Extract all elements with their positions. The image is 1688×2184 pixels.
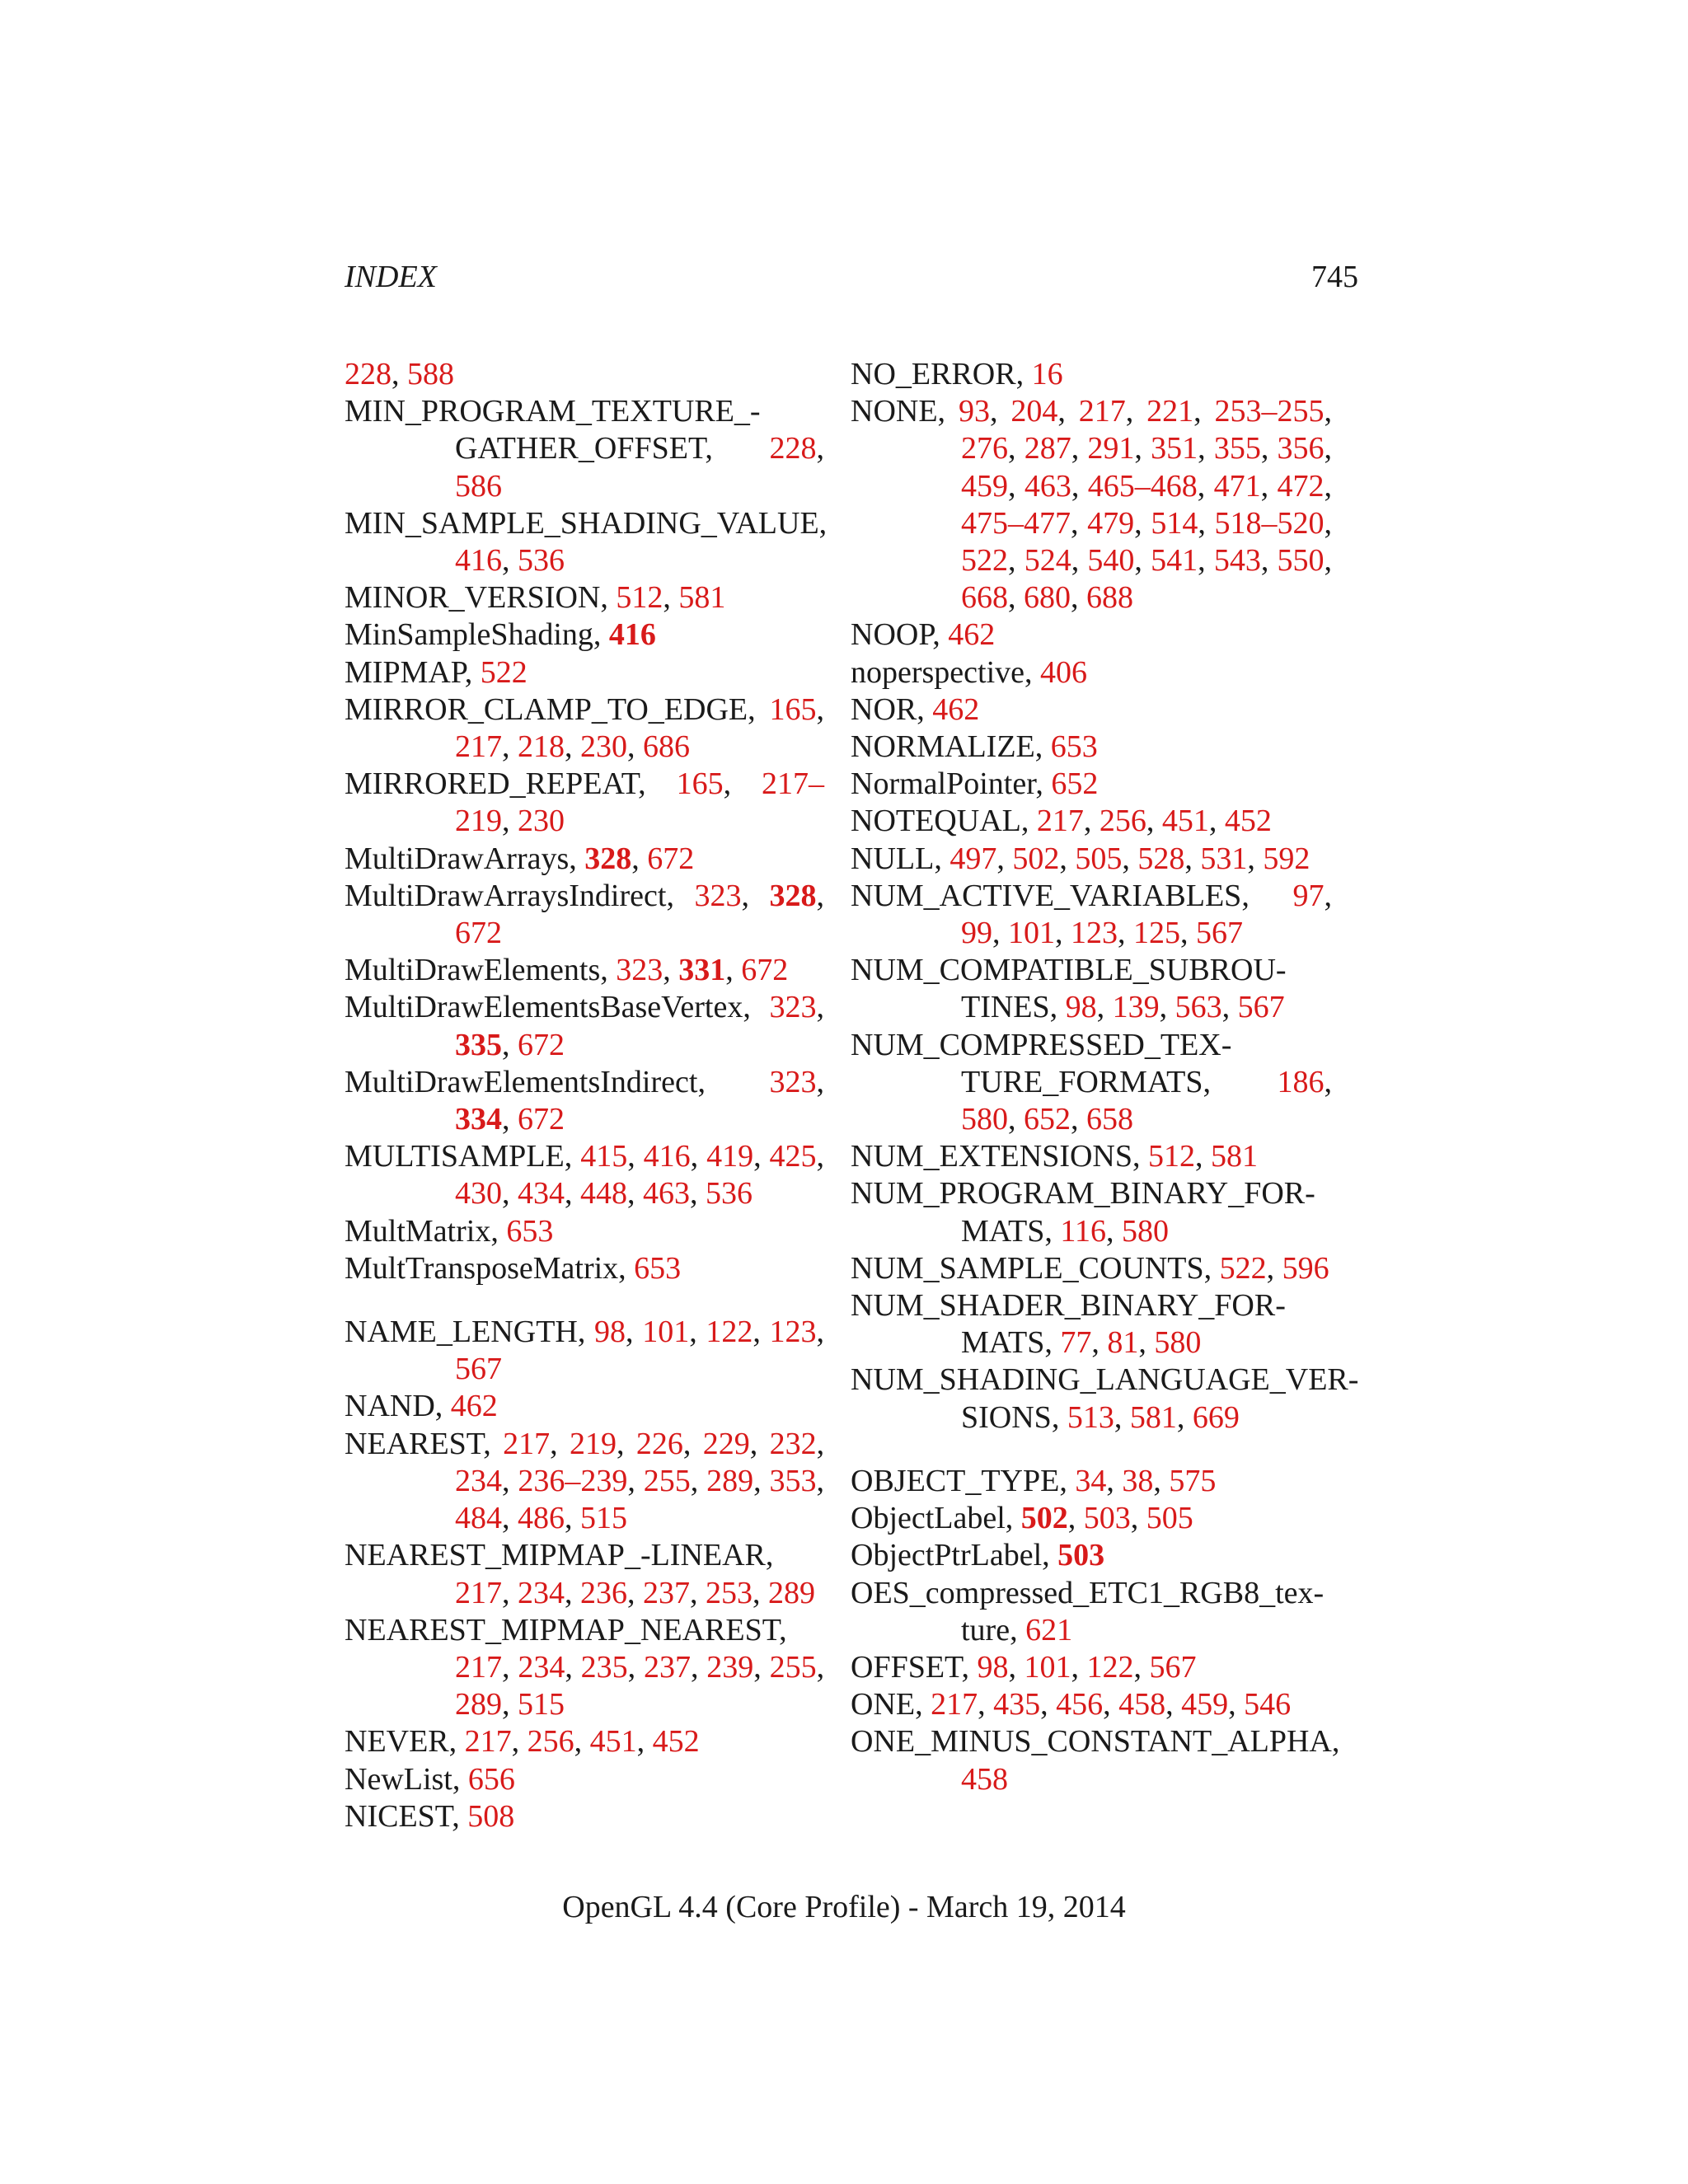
index-entry: MultiDrawArraysIndirect, 323, 328, 672 — [345, 878, 824, 951]
index-entry: ONE_MINUS_CONSTANT_ALPHA, 458 — [851, 1724, 1340, 1797]
page-link[interactable]: 328 — [769, 878, 817, 913]
index-entry: MIRRORED_REPEAT, 165, 217–219, 230 — [345, 766, 825, 839]
page-link[interactable]: 452 — [1224, 804, 1272, 839]
page-link[interactable]: 334 — [455, 1102, 502, 1137]
page-link[interactable]: 472 — [1277, 468, 1325, 504]
page-link[interactable]: 228 — [769, 431, 817, 466]
index-entry: NormalPointer, 652 — [851, 766, 1099, 802]
index-term: noperspective — [851, 654, 1025, 690]
page-link[interactable]: 416 — [455, 543, 502, 579]
page-link[interactable]: 232 — [769, 1426, 817, 1461]
index-term: ObjectPtrLabel — [851, 1538, 1043, 1573]
page-link[interactable]: 287 — [1024, 431, 1071, 466]
page-link[interactable]: 125 — [1133, 916, 1180, 951]
index-entry: MultiDrawElementsIndirect, 323, 334, 672 — [345, 1064, 824, 1137]
index-term: MIRROR_CLAMP_TO_EDGE — [345, 691, 748, 727]
page-link[interactable]: 592 — [1263, 841, 1311, 876]
page-link[interactable]: 165 — [676, 766, 724, 802]
index-entry: NOTEQUAL, 217, 256, 451, 452 — [851, 804, 1272, 839]
page-link[interactable]: 226 — [635, 1426, 683, 1461]
index-entry: NUM_SAMPLE_COUNTS, 522, 596 — [851, 1250, 1329, 1286]
page-link[interactable]: 505 — [1075, 841, 1123, 876]
page-link[interactable]: 456 — [1056, 1687, 1104, 1722]
page-link[interactable]: 331 — [678, 953, 726, 988]
index-entry: MINOR_VERSION, 512, 581 — [345, 580, 726, 616]
page-link[interactable]: 435 — [993, 1687, 1041, 1722]
page-link[interactable]: 236–239 — [518, 1463, 628, 1498]
page-link[interactable]: 419 — [706, 1139, 754, 1174]
index-term: MULTISAMPLE — [345, 1139, 565, 1174]
index-term: NUM_SAMPLE_COUNTS — [851, 1250, 1204, 1286]
page-link[interactable]: 563 — [1175, 990, 1222, 1025]
index-entry: NUM_PROGRAM_BINARY_FOR-MATS, 116, 580 — [851, 1176, 1315, 1249]
page-link[interactable]: 653 — [506, 1213, 554, 1249]
page-link[interactable]: 81 — [1107, 1325, 1139, 1361]
page-link[interactable]: 237 — [643, 1649, 691, 1685]
index-entry: NUM_COMPATIBLE_SUBROU-TINES, 98, 139, 563, 567 — [851, 953, 1287, 1025]
page-link[interactable]: 430 — [455, 1176, 502, 1212]
index-term: NUM_PROGRAM_BINARY_FOR-MATS — [851, 1176, 1315, 1249]
page-link[interactable]: 479 — [1087, 505, 1135, 541]
index-term: NOOP — [851, 617, 933, 653]
page-link[interactable]: 458 — [1118, 1687, 1166, 1722]
index-entry: MultiDrawElements, 323, 331, 672 — [345, 953, 789, 988]
page-link[interactable]: 652 — [1051, 766, 1099, 802]
page-link[interactable]: 236 — [580, 1575, 627, 1610]
page-link[interactable]: 139 — [1112, 990, 1160, 1025]
page-link[interactable]: 688 — [1086, 580, 1133, 616]
index-entry: NAME_LENGTH, 98, 101, 122, 123, 567 — [345, 1315, 825, 1387]
page-link[interactable]: 204 — [1010, 394, 1058, 429]
page-link[interactable]: 524 — [1024, 543, 1071, 579]
page-link[interactable]: 253–255 — [1214, 394, 1325, 429]
page-link[interactable]: 218 — [518, 729, 565, 765]
page-link[interactable]: 217 — [1036, 804, 1084, 839]
index-term: NONE — [851, 394, 938, 429]
page-link[interactable]: 230 — [580, 729, 627, 765]
page-link[interactable]: 497 — [950, 841, 997, 876]
page-link[interactable]: 335 — [455, 1027, 502, 1062]
page-link[interactable]: 217 — [931, 1687, 978, 1722]
page-link[interactable]: 580 — [1121, 1213, 1169, 1249]
index-entry: NUM_SHADER_BINARY_FOR-MATS, 77, 81, 580 — [851, 1288, 1286, 1361]
index-entry: MultMatrix, 653 — [345, 1213, 554, 1249]
index-term: OES_compressed_ETC1_RGB8_tex-ture — [851, 1575, 1325, 1647]
page-link[interactable]: 448 — [580, 1176, 627, 1212]
index-entry: 228, 588 — [345, 357, 454, 391]
index-term: NEVER — [345, 1724, 449, 1760]
index-entry: NORMALIZE, 653 — [851, 729, 1098, 765]
page-link[interactable]: 97 — [1292, 878, 1325, 913]
page-link[interactable]: 567 — [1149, 1649, 1197, 1685]
page-link[interactable]: 34 — [1075, 1463, 1107, 1498]
index-term: OFFSET — [851, 1649, 962, 1685]
page-link[interactable]: 668 — [961, 580, 1008, 616]
index-term: ONE_MINUS_CONSTANT_ALPHA — [851, 1724, 1332, 1760]
page-link[interactable]: 217 — [464, 1724, 512, 1760]
page-link[interactable]: 503 — [1083, 1501, 1131, 1536]
index-entry: NO_ERROR, 16 — [851, 357, 1063, 391]
page-link[interactable]: 122 — [1086, 1649, 1134, 1685]
index-term: NOR — [851, 691, 917, 727]
index-term: NewList — [345, 1761, 452, 1797]
page-link[interactable]: 550 — [1277, 543, 1325, 579]
page-link[interactable]: 536 — [518, 543, 565, 579]
running-header-section: INDEX — [345, 260, 437, 294]
page-link[interactable]: 463 — [1024, 468, 1071, 504]
page-link[interactable]: 98 — [977, 1649, 1009, 1685]
page-link[interactable]: 356 — [1277, 431, 1325, 466]
page-link[interactable]: 588 — [407, 357, 454, 391]
index-term: MultTransposeMatrix — [345, 1250, 619, 1286]
page-link[interactable]: 452 — [652, 1724, 700, 1760]
index-entry: NEAREST, 217, 219, 226, 229, 232, 234, 236–239, 255, 289, 353, 484, 486, 515 — [345, 1426, 825, 1536]
page-link[interactable]: 522 — [961, 543, 1008, 579]
index-term: NULL — [851, 841, 935, 876]
index-entry: MinSampleShading, 416 — [345, 617, 656, 653]
page-link[interactable]: 514 — [1151, 505, 1198, 541]
page-link[interactable]: 415 — [580, 1139, 628, 1174]
page-link[interactable]: 328 — [584, 841, 632, 876]
index-term: ONE — [851, 1687, 916, 1722]
page-link[interactable]: 465–468 — [1087, 468, 1198, 504]
index-term: NUM_SHADER_BINARY_FOR-MATS — [851, 1288, 1286, 1361]
page-link[interactable]: 239 — [706, 1649, 754, 1685]
page-link[interactable]: 686 — [643, 729, 690, 765]
page-link[interactable]: 680 — [1024, 580, 1071, 616]
page-link[interactable]: 672 — [741, 953, 789, 988]
index-term: ObjectLabel — [851, 1501, 1006, 1536]
page-link[interactable]: 459 — [961, 468, 1008, 504]
page-link[interactable]: 98 — [594, 1315, 626, 1350]
index-entry: MultiDrawArrays, 328, 672 — [345, 841, 695, 876]
index-entry: NUM_SHADING_LANGUAGE_VER-SIONS, 513, 581, 669 — [851, 1362, 1359, 1435]
page-link[interactable]: 355 — [1213, 431, 1261, 466]
index-term: MultiDrawArrays — [345, 841, 570, 876]
page-link[interactable]: 425 — [769, 1139, 817, 1174]
page-link[interactable]: 217–219 — [455, 766, 825, 839]
index-entry: NOOP, 462 — [851, 617, 996, 653]
page-link[interactable]: 451 — [1161, 804, 1209, 839]
index-term: NEAREST_MIPMAP_-LINEAR — [345, 1538, 766, 1573]
page-link[interactable]: 255 — [769, 1649, 817, 1685]
index-term: NOTEQUAL — [851, 804, 1021, 839]
page-link[interactable]: 567 — [1237, 990, 1285, 1025]
page-link[interactable]: 234 — [518, 1649, 565, 1685]
index-term: OBJECT_TYPE — [851, 1463, 1060, 1498]
index-entry: OES_compressed_ETC1_RGB8_tex-ture, 621 — [851, 1575, 1325, 1647]
page-link[interactable]: 186 — [1277, 1064, 1325, 1099]
page-link[interactable]: 486 — [518, 1501, 565, 1536]
page-link[interactable]: 434 — [518, 1176, 565, 1212]
index-term: NICEST — [345, 1798, 452, 1834]
page-link[interactable]: 508 — [467, 1798, 515, 1834]
page-link[interactable]: 541 — [1151, 543, 1198, 579]
index-term: NO_ERROR — [851, 357, 1016, 391]
page-link[interactable]: 502 — [1012, 841, 1060, 876]
page-link[interactable]: 116 — [1060, 1213, 1106, 1249]
index-term: MINOR_VERSION — [345, 580, 601, 616]
page-link[interactable]: 536 — [706, 1176, 753, 1212]
index-entry: NewList, 656 — [345, 1761, 515, 1797]
page-link[interactable]: 123 — [769, 1315, 817, 1350]
index-entry: OBJECT_TYPE, 34, 38, 575 — [851, 1463, 1217, 1498]
page-link[interactable]: 323 — [616, 953, 663, 988]
page-link[interactable]: 235 — [580, 1649, 628, 1685]
page-link[interactable]: 323 — [769, 1064, 817, 1099]
page-link[interactable]: 656 — [467, 1761, 515, 1797]
page-link[interactable]: 669 — [1192, 1399, 1240, 1435]
index-column-right — [851, 356, 1359, 1798]
page-link[interactable]: 221 — [1146, 394, 1194, 429]
page-link[interactable]: 255 — [643, 1463, 691, 1498]
page-link[interactable]: 581 — [1129, 1399, 1177, 1435]
index-term: NUM_COMPATIBLE_SUBROU-TINES — [851, 953, 1287, 1025]
page-link[interactable]: 77 — [1060, 1325, 1092, 1361]
page-link[interactable]: 416 — [608, 617, 656, 653]
page-link[interactable]: 540 — [1087, 543, 1135, 579]
index-term: MIN_PROGRAM_TEXTURE_-GATHER_OFFSET — [345, 394, 761, 466]
index-entry: MIPMAP, 522 — [345, 654, 528, 690]
index-term: NEAREST_MIPMAP_NEAREST — [345, 1612, 780, 1647]
page-link[interactable]: 217 — [455, 1575, 502, 1610]
index-term: MinSampleShading — [345, 617, 593, 653]
index-term: MIPMAP — [345, 654, 465, 690]
page-link[interactable]: 323 — [769, 990, 817, 1025]
page-link[interactable]: 289 — [768, 1575, 815, 1610]
index-entry: MultiDrawElementsBaseVertex, 323, 335, 672 — [345, 990, 824, 1062]
index-term: NUM_ACTIVE_VARIABLES — [851, 878, 1242, 913]
page-link[interactable]: 672 — [518, 1102, 565, 1137]
index-entry: MIRROR_CLAMP_TO_EDGE, 165, 217, 218, 230, 686 — [345, 691, 824, 765]
index-term: NEAREST — [345, 1426, 484, 1461]
page-link[interactable]: 522 — [1219, 1250, 1267, 1286]
index-entry: NOR, 462 — [851, 691, 980, 727]
page-link[interactable]: 528 — [1137, 841, 1185, 876]
page-link[interactable]: 16 — [1031, 357, 1063, 391]
page-link[interactable]: 217 — [455, 729, 502, 765]
index-entry: NICEST, 508 — [345, 1798, 515, 1834]
page-link[interactable]: 101 — [1008, 916, 1055, 951]
page-link[interactable]: 122 — [706, 1315, 753, 1350]
page-link[interactable]: 230 — [518, 804, 565, 839]
page-link[interactable]: 567 — [455, 1352, 502, 1387]
page-link[interactable]: 462 — [948, 617, 996, 653]
index-entry: NEAREST_MIPMAP_-LINEAR, 217, 234, 236, 237, 253, 289 — [345, 1538, 815, 1610]
page-link[interactable]: 289 — [455, 1687, 502, 1722]
index-term: MultiDrawElementsBaseVertex — [345, 990, 743, 1025]
index-term: NormalPointer — [851, 766, 1036, 802]
page-link[interactable]: 38 — [1122, 1463, 1154, 1498]
page-link[interactable]: 596 — [1282, 1250, 1329, 1286]
page-link[interactable]: 228 — [345, 357, 392, 391]
page-link[interactable]: 543 — [1213, 543, 1261, 579]
index-entry: MIN_PROGRAM_TEXTURE_-GATHER_OFFSET, 228, 586 — [345, 394, 824, 504]
page-link[interactable]: 463 — [643, 1176, 690, 1212]
index-term: MIN_SAMPLE_SHADING_VALUE — [345, 505, 819, 541]
index-entry: noperspective, 406 — [851, 654, 1088, 690]
page-link[interactable]: 229 — [702, 1426, 750, 1461]
page-link[interactable]: 353 — [769, 1463, 817, 1498]
page-link[interactable]: 546 — [1244, 1687, 1292, 1722]
page-link[interactable]: 291 — [1087, 431, 1135, 466]
page-link[interactable]: 351 — [1151, 431, 1198, 466]
page-link[interactable]: 323 — [694, 878, 742, 913]
page-link[interactable]: 653 — [634, 1250, 682, 1286]
index-term: NUM_COMPRESSED_TEX-TURE_FORMATS — [851, 1027, 1232, 1099]
page-footer: OpenGL 4.4 (Core Profile) - March 19, 2014 — [562, 1890, 1126, 1924]
index-column-left — [345, 356, 828, 1835]
page-link[interactable]: 515 — [580, 1501, 627, 1536]
index-entry: NAND, 462 — [345, 1389, 498, 1424]
page-link[interactable]: 658 — [1086, 1102, 1133, 1137]
page-number: 745 — [1311, 260, 1358, 294]
page-link[interactable]: 581 — [678, 580, 726, 616]
index-entry: MULTISAMPLE, 415, 416, 419, 425, 430, 434, 448, 463, 536 — [345, 1139, 824, 1212]
index-term: NAND — [345, 1389, 435, 1424]
page-link[interactable]: 586 — [455, 468, 502, 504]
page-link[interactable]: 505 — [1146, 1501, 1193, 1536]
index-entry: ObjectPtrLabel, 503 — [851, 1538, 1105, 1573]
index-term: NAME_LENGTH — [345, 1315, 578, 1350]
page-link[interactable]: 567 — [1196, 916, 1243, 951]
page-link[interactable]: 256 — [527, 1724, 574, 1760]
index-term: NORMALIZE — [851, 729, 1035, 765]
page-link[interactable]: 99 — [961, 916, 992, 951]
page-link[interactable]: 101 — [1024, 1649, 1071, 1685]
page-link[interactable]: 580 — [961, 1102, 1008, 1137]
page-link[interactable]: 512 — [1148, 1139, 1195, 1174]
index-term: MultiDrawElementsIndirect — [345, 1064, 698, 1099]
page-link[interactable]: 459 — [1181, 1687, 1229, 1722]
page-link[interactable]: 484 — [455, 1501, 502, 1536]
page-link[interactable]: 575 — [1169, 1463, 1217, 1498]
index-term: NUM_SHADING_LANGUAGE_VER-SIONS — [851, 1362, 1359, 1435]
page-link[interactable]: 672 — [518, 1027, 565, 1062]
page-link[interactable]: 451 — [589, 1724, 637, 1760]
page-link[interactable]: 237 — [643, 1575, 690, 1610]
index-entry: NEAREST_MIPMAP_NEAREST, 217, 234, 235, 237, 239, 255, 289, 515 — [345, 1612, 825, 1722]
index-entry: ONE, 217, 435, 456, 458, 459, 546 — [851, 1687, 1292, 1722]
page-link[interactable]: 98 — [1065, 990, 1097, 1025]
index-term: MultiDrawElements — [345, 953, 601, 988]
page-link[interactable]: 165 — [769, 691, 817, 727]
page-link[interactable]: 217 — [455, 1649, 502, 1685]
index-term: MIRRORED_REPEAT — [345, 766, 639, 802]
page-link[interactable]: 406 — [1040, 654, 1088, 690]
page-link[interactable]: 93 — [958, 394, 990, 429]
index-term: MultMatrix — [345, 1213, 491, 1249]
page-link[interactable]: 462 — [932, 691, 980, 727]
page-link[interactable]: 672 — [455, 916, 502, 951]
page-link[interactable]: 531 — [1200, 841, 1248, 876]
page-link[interactable]: 652 — [1024, 1102, 1071, 1137]
index-entry: MIN_SAMPLE_SHADING_VALUE, 416, 536 — [345, 505, 828, 579]
index-entry: MultTransposeMatrix, 653 — [345, 1250, 682, 1286]
page-link[interactable]: 522 — [480, 654, 528, 690]
index-entry: NONE, 93, 204, 217, 221, 253–255, 276, 287, 291, 351, 355, 356, 459, 463, 465–468, 471, 472, 475–477, 479, 514, 518–520, 522, 524, 540, 541, 543, 550, 668, 680, 688 — [851, 394, 1333, 616]
page-link[interactable]: 462 — [450, 1389, 498, 1424]
page-link[interactable]: 253 — [706, 1575, 753, 1610]
page-link[interactable]: 580 — [1154, 1325, 1202, 1361]
page-link[interactable]: 217 — [503, 1426, 551, 1461]
page-link[interactable]: 458 — [961, 1761, 1008, 1797]
page-link[interactable]: 256 — [1099, 804, 1146, 839]
index-entry: NEVER, 217, 256, 451, 452 — [345, 1724, 700, 1760]
index-entry: NULL, 497, 502, 505, 528, 531, 592 — [851, 841, 1311, 876]
index-entry: NUM_EXTENSIONS, 512, 581 — [851, 1139, 1258, 1174]
page-link[interactable]: 101 — [642, 1315, 690, 1350]
page-link[interactable]: 518–520 — [1214, 505, 1325, 541]
index-entry: NUM_COMPRESSED_TEX-TURE_FORMATS, 186, 580, 652, 658 — [851, 1027, 1332, 1137]
page-link[interactable]: 276 — [961, 431, 1008, 466]
index-entry: OFFSET, 98, 101, 122, 567 — [851, 1649, 1197, 1685]
page-link[interactable]: 471 — [1213, 468, 1261, 504]
page-link[interactable]: 219 — [569, 1426, 617, 1461]
page-link[interactable]: 581 — [1211, 1139, 1258, 1174]
index-entry: ObjectLabel, 502, 503, 505 — [851, 1501, 1193, 1536]
page-link[interactable]: 123 — [1071, 916, 1118, 951]
page-link[interactable]: 503 — [1057, 1538, 1105, 1573]
page-link[interactable]: 234 — [455, 1463, 502, 1498]
page-link[interactable]: 515 — [518, 1687, 565, 1722]
page-link[interactable]: 502 — [1020, 1501, 1068, 1536]
page-link[interactable]: 416 — [643, 1139, 691, 1174]
page-link[interactable]: 621 — [1025, 1612, 1073, 1647]
index-term: NUM_EXTENSIONS — [851, 1139, 1132, 1174]
page-link[interactable]: 475–477 — [961, 505, 1071, 541]
index-entry: NUM_ACTIVE_VARIABLES, 97, 99, 101, 123, 125, 567 — [851, 878, 1332, 951]
index-term: MultiDrawArraysIndirect — [345, 878, 667, 913]
page-link[interactable]: 672 — [647, 841, 695, 876]
page-link[interactable]: 512 — [616, 580, 663, 616]
page-link[interactable]: 289 — [706, 1463, 754, 1498]
page-link[interactable]: 513 — [1067, 1399, 1114, 1435]
page-link[interactable]: 217 — [1078, 394, 1126, 429]
page-link[interactable]: 234 — [518, 1575, 565, 1610]
page-link[interactable]: 653 — [1050, 729, 1098, 765]
